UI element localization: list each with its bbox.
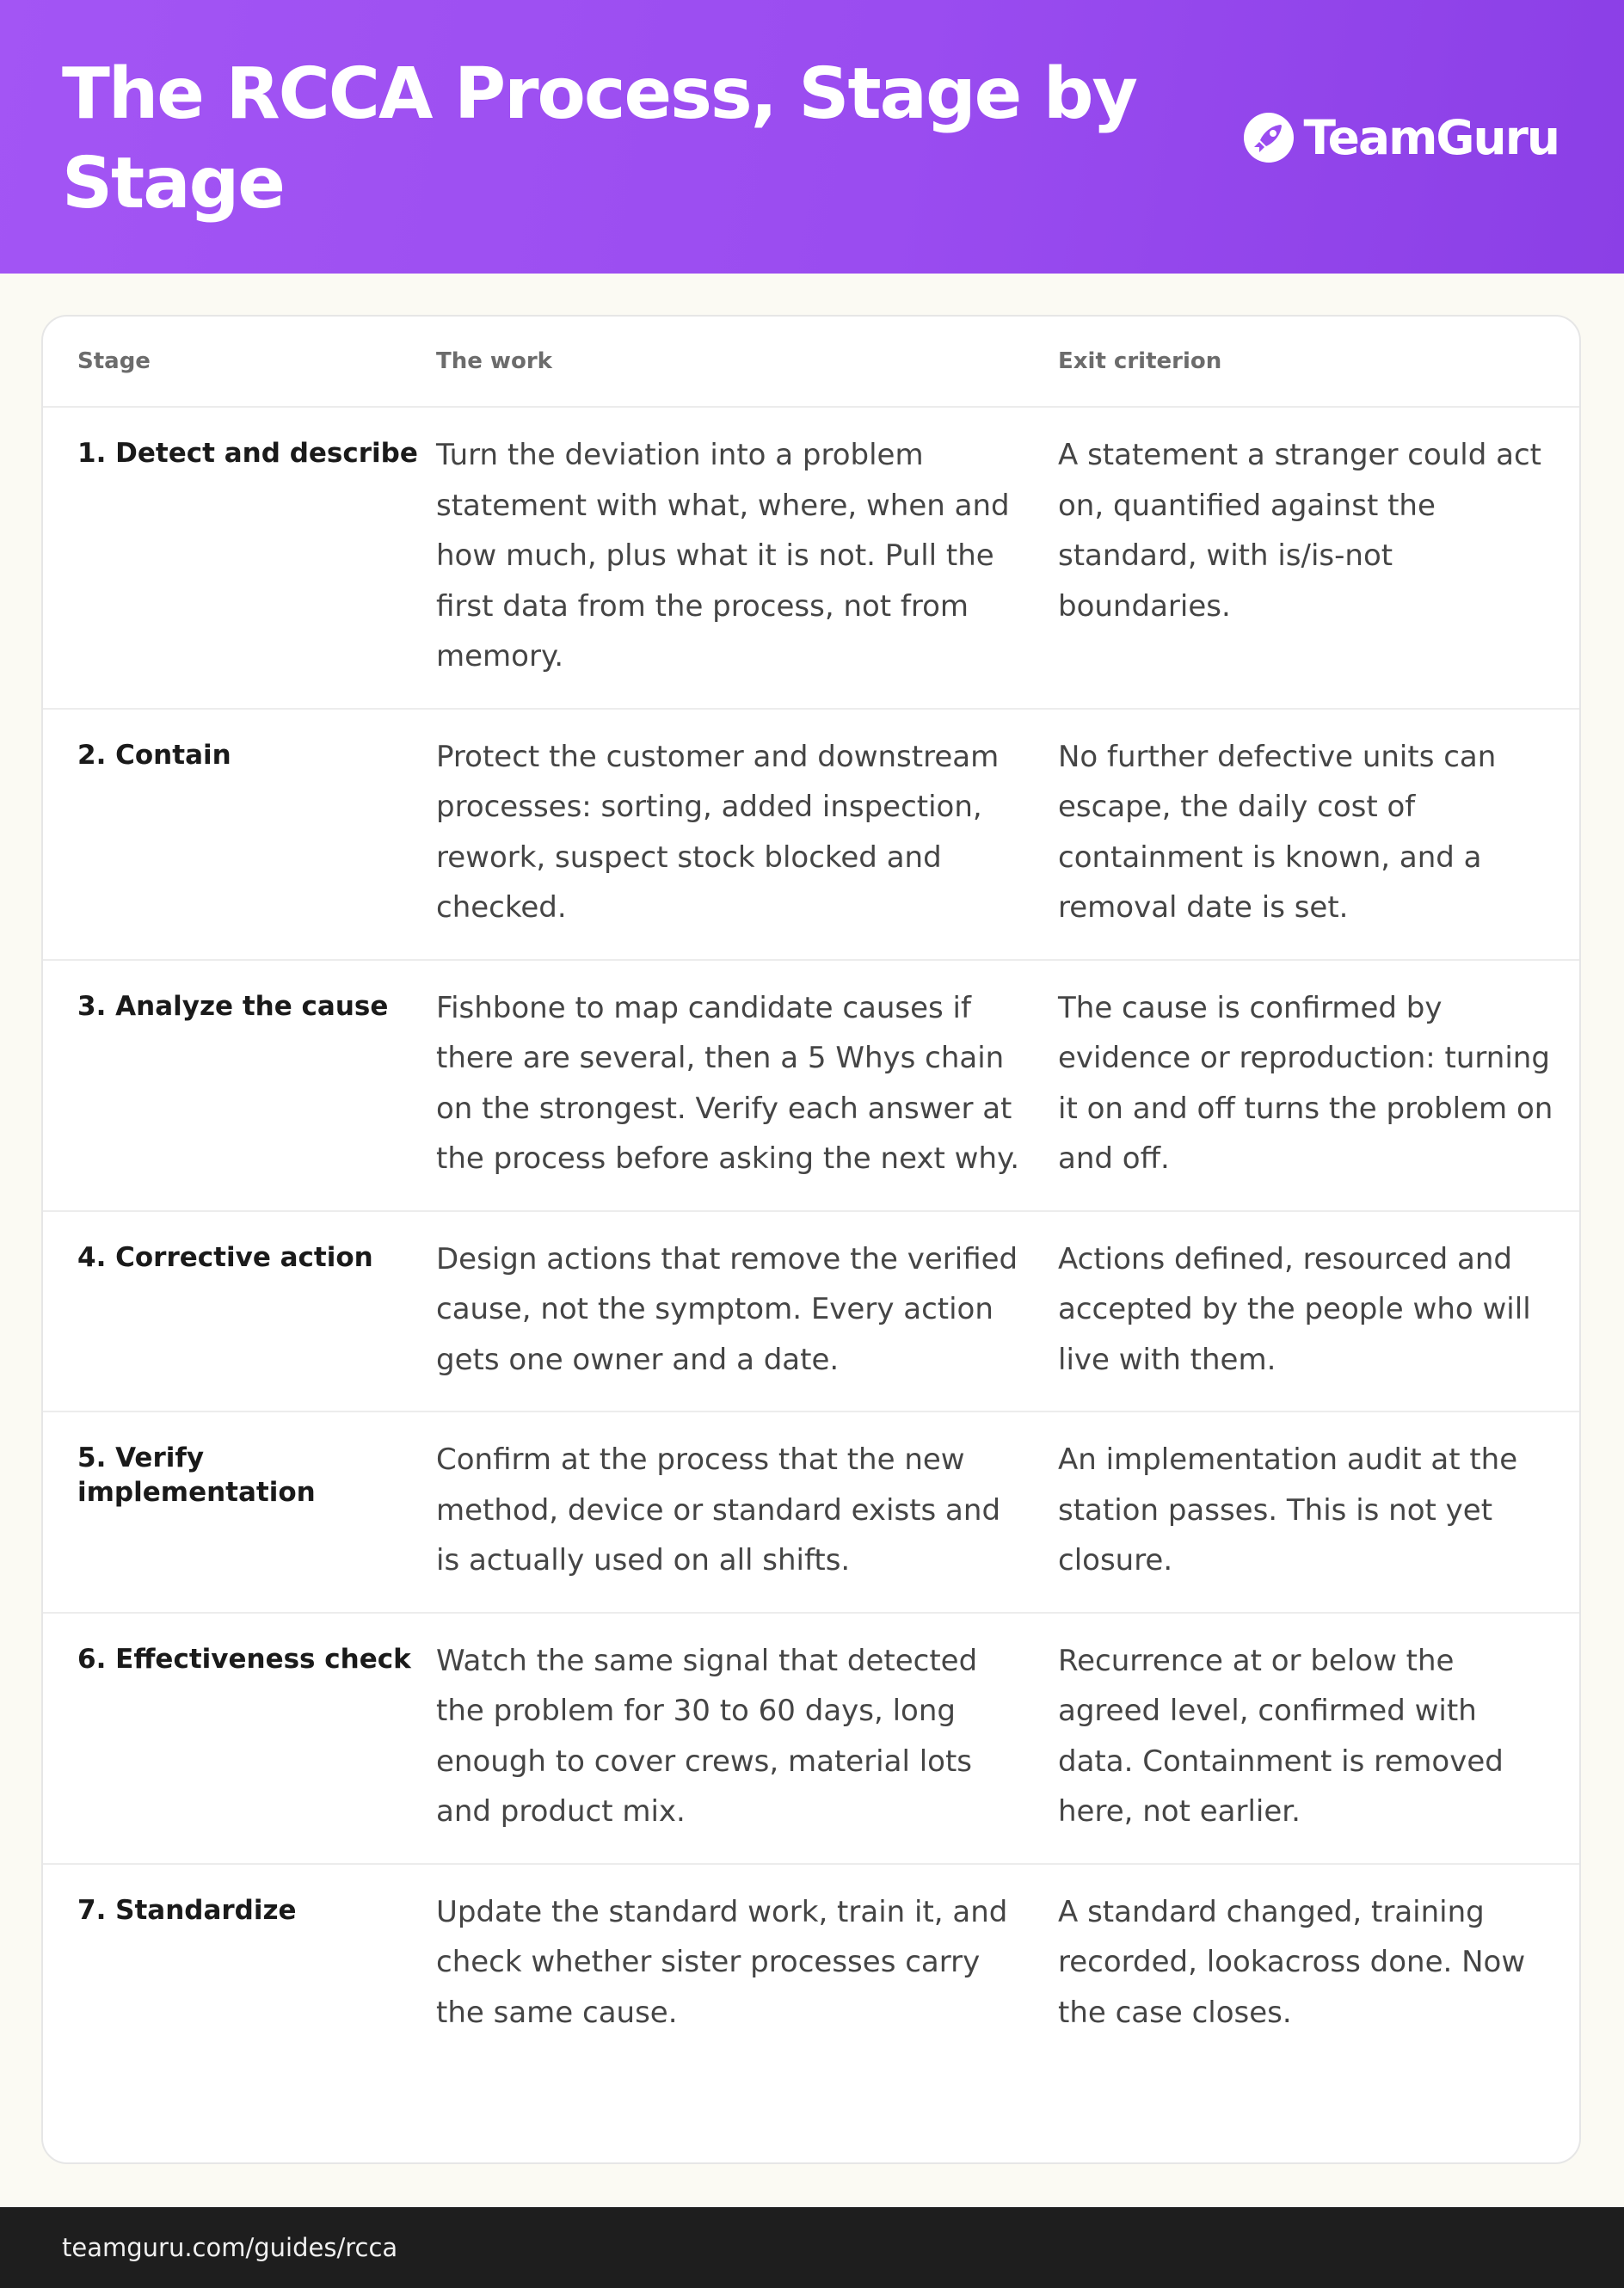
exit-cell: The cause is confirmed by evidence or reproduction: turning it on and off turns the problem on and off. — [1058, 990, 1553, 1176]
table-row — [43, 1412, 1579, 1614]
work-cell: Update the standard work, train it, and check whether sister processes carry the same cause. — [436, 1894, 1008, 2030]
exit-cell: Actions defined, resourced and accepted by the people who will live with them. — [1058, 1241, 1531, 1377]
work-cell: Watch the same signal that detected the problem for 30 to 60 days, long enough to cover crews, material lots and product mix. — [436, 1643, 978, 1829]
table-row — [43, 1212, 1579, 1413]
stage-cell: 5. Verify implementation — [77, 1442, 316, 1508]
stage-cell: 3. Analyze the cause — [77, 990, 389, 1022]
exit-cell: An implementation audit at the station passes. This is not yet closure. — [1058, 1442, 1518, 1578]
exit-cell: A statement a stranger could act on, quantified against the standard, with is/is-not boundaries. — [1058, 438, 1541, 624]
column-header-exit: Exit criterion — [1058, 348, 1222, 374]
page-title: The RCCA Process, Stage by Stage — [62, 53, 1136, 224]
rocket-icon — [1243, 112, 1295, 163]
page-header — [0, 0, 1624, 274]
table-row — [43, 408, 1579, 710]
stage-cell: 6. Effectiveness check — [77, 1643, 411, 1675]
stage-cell: 7. Standardize — [77, 1894, 297, 1926]
table-row — [43, 1614, 1579, 1865]
stage-cell: 2. Contain — [77, 739, 231, 771]
work-cell: Turn the deviation into a problem statement with what, where, when and how much, plus what it is not. Pull the first data from the process, not from memory. — [436, 438, 1010, 673]
column-header-work: The work — [436, 348, 552, 374]
column-header-stage: Stage — [77, 348, 151, 374]
exit-cell: A standard changed, training recorded, lookacross done. Now the case closes. — [1058, 1894, 1526, 2030]
work-cell: Protect the customer and downstream processes: sorting, added inspection, rework, suspect stock blocked and checked. — [436, 739, 1000, 925]
table-row — [43, 961, 1579, 1212]
brand-name: TeamGuru — [1303, 110, 1559, 165]
work-cell: Confirm at the process that the new method, device or standard exists and is actually used on all shifts. — [436, 1442, 1001, 1578]
stage-cell: 1. Detect and describe — [77, 438, 418, 469]
table-row — [43, 1865, 1579, 2064]
table-row — [43, 710, 1579, 961]
page-footer — [0, 2207, 1624, 2288]
exit-cell: No further defective units can escape, the daily cost of containment is known, and a removal date is set. — [1058, 739, 1497, 925]
exit-cell: Recurrence at or below the agreed level, confirmed with data. Containment is removed here, not earlier. — [1058, 1643, 1504, 1829]
work-cell: Fishbone to map candidate causes if there are several, then a 5 Whys chain on the strongest. Verify each answer at the process before asking the next why. — [436, 990, 1020, 1176]
brand-logo — [1243, 110, 1559, 165]
table-header-row — [43, 317, 1579, 408]
footer-link[interactable]: teamguru.com/guides/rcca — [62, 2233, 398, 2262]
rcca-table — [41, 315, 1581, 2164]
stage-cell: 4. Corrective action — [77, 1241, 373, 1273]
work-cell: Design actions that remove the verified cause, not the symptom. Every action gets one owner and a date. — [436, 1241, 1018, 1377]
